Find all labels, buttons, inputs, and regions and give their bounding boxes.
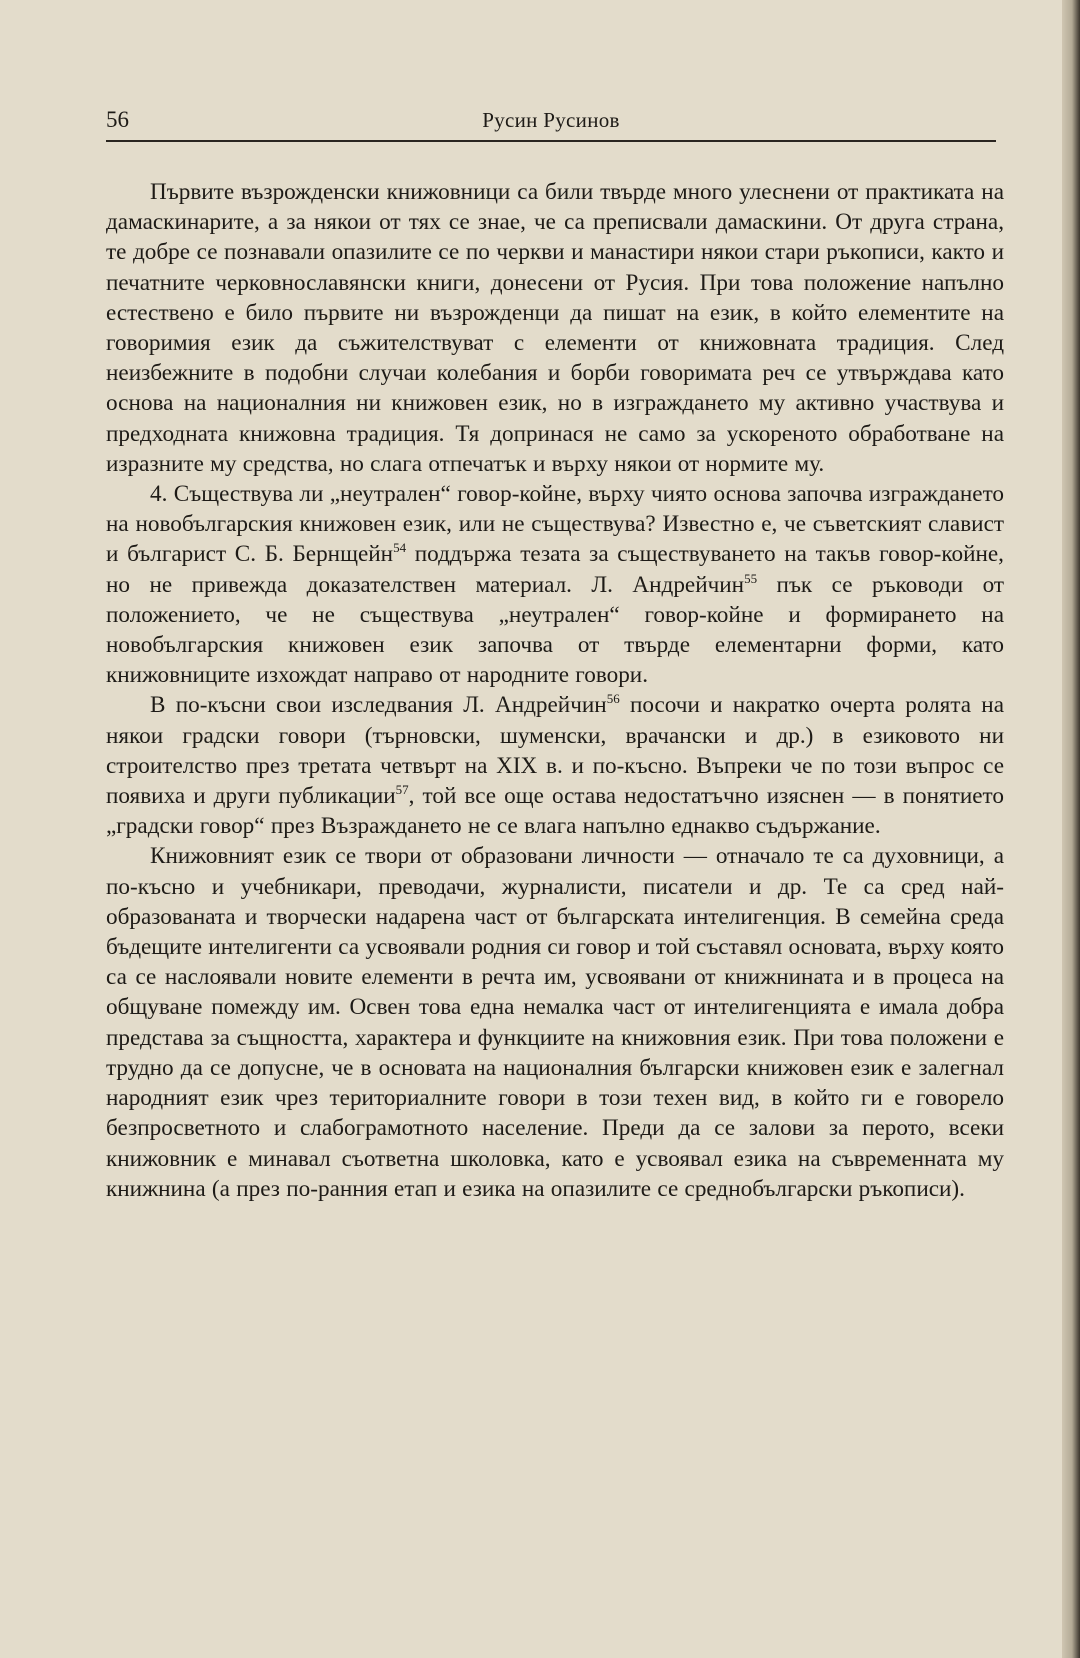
footnote-ref-56: 56 (606, 691, 620, 707)
paragraph-text: 4. Съществува ли „неутрален“ говор-койне, върху чиято основа започва изграждането на новобългарския книжовен език, или не съществува? Известно е, че съветският славист и българист С. Б. Бернщейн (106, 481, 1004, 568)
footnote-ref-55: 55 (744, 570, 758, 586)
paragraph-1 (106, 177, 1004, 479)
running-title: Русин Русинов (482, 108, 620, 132)
paragraph-text: посочи и накратко очерта ролята на някои градски говори (търновски, шуменски, врачански и др.) в езиковото ни строителство през третата четвърт на XIX в. и по-късно. Въпреки че по този въпрос се появиха и други публикации (106, 692, 1004, 810)
paragraph-text: Първите възрожденски книжовници са били твърде много улеснени от практиката на дамаскинарите, а за някои от тях се знае, че са преписвали дамаскини. От друга страна, те добре се познавали опазилите се по черкви и манастири някои стари ръкописи, както и печатните черковнославянски книги, донесени от Русия. При това положение напълно естествено е било първите ни възрожденци да пишат на език, в който елементите на говоримия език да съжителствуват с елементи от книжовната традиция. След неизбежните в подобни случаи колебания и борби говоримата реч се утвърждава като основа на националния ни книжовен език, но в изграждането му активно участвува и предходната книжовна традиция. Тя допринася не само за ускореното обработване на изразните му средства, но слага отпечатък и върху някои от нормите му. (106, 179, 1004, 477)
book-spine-shadow (1062, 0, 1080, 1658)
footnote-ref-54: 54 (393, 540, 407, 556)
body-text (106, 177, 1004, 1204)
page-number: 56 (106, 107, 129, 132)
paragraph-2 (106, 479, 1004, 690)
paragraph-3 (106, 690, 1004, 841)
paragraph-4 (106, 841, 1004, 1203)
paragraph-text: , той все още остава недостатъчно изяснен — в понятието „градски говор“ през Възраждането не се влага напълно еднакво съдържание. (106, 783, 1004, 840)
footnote-ref-57: 57 (395, 781, 409, 797)
paragraph-text: пък се ръководи от положението, че не съществува „неутрален“ говор-койне и формирането на новобългарския книжовен език започва от твърде елементарни форми, като книжовниците изхождат направо от народните говори. (106, 571, 1004, 689)
paragraph-text: поддържа тезата за съществуването на такъв говор-койне, но не привежда доказателствен материал. Л. Андрейчин (106, 541, 1004, 598)
paragraph-text: В по-късни свои изследвания Л. Андрейчин (150, 692, 607, 719)
paragraph-text: Книжовният език се твори от образовани личности — отначало те са духовници, а по-късно и учебникари, преводачи, журналисти, писатели и др. Те са сред най-образованата и творчески надарена част от българската интелигенция. В семейна среда бъдещите интелигенти са усвоявали родния си говор и той съставял основата, върху която са се наслоявали новите елементи в речта им, усвоявани от книжнината и в процеса на общуване помежду им. Освен това една немалка част от интелигенцията е имала добра представа за същността, характера и функциите на книжовния език. При това положени е трудно да се допусне, че в основата на националния български книжовен език е залегнал народният език чрез териториалните говори в този техен вид, в който ги е говорело безпросветното и слабограмотното население. Преди да се залови за перото, всеки книжовник е минавал съответна школовка, като е усвоявал езика на съвременната му книжнина (а през по-ранния етап и езика на опазилите се среднобългарски ръкописи). (106, 843, 1004, 1202)
header-rule (106, 140, 996, 142)
page-header (106, 104, 996, 136)
